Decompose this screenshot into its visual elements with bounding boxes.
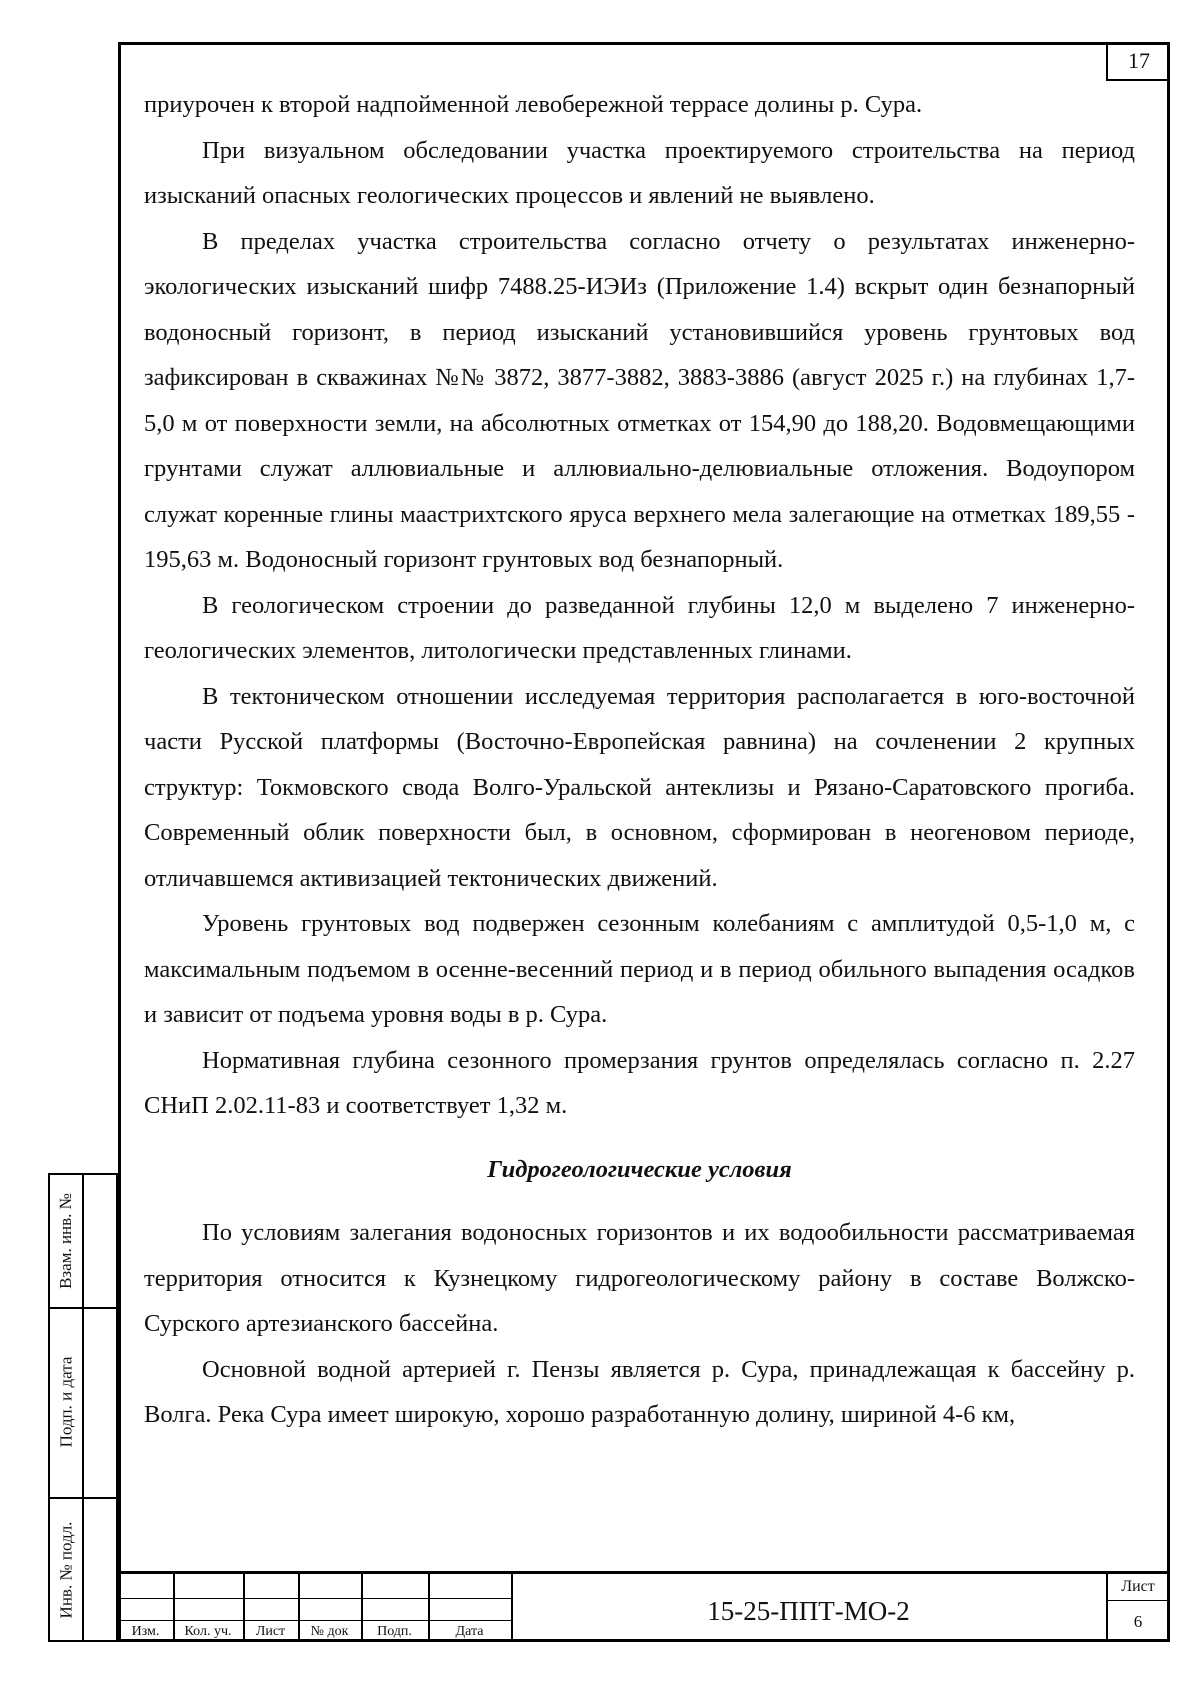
paragraph-9: Основной водной артерией г. Пензы является р. Сура, принадлежащая к бассейну р. Волга. Река Сура имеет широкую, хорошо разработанную долину, шириной 4-6 км, xyxy=(144,1355,1135,1428)
paragraph-4: В геологическом строении до разведанной глубины 12,0 м выделено 7 инженерно-геологических элементов, литологически представленных глинами. xyxy=(144,591,1135,664)
col-izm: Изм. xyxy=(131,1624,160,1639)
document-code: 15-25-ППТ-МО-2 xyxy=(707,1596,910,1626)
col-list: Лист xyxy=(255,1624,286,1639)
stamp-podp-label: Подп. и дата xyxy=(56,1356,76,1448)
col-no-dok: № док xyxy=(310,1624,349,1639)
document-body xyxy=(144,82,1135,1438)
paragraph-2: При визуальном обследовании участка проектируемого строительства на период изысканий опасных геологических процессов и явлений не выявлено. xyxy=(144,136,1135,209)
side-stamp xyxy=(48,1173,118,1642)
paragraph-7: Нормативная глубина сезонного промерзания грунтов определялась согласно п. 2.27 СНиП 2.02.11-83 и соответствует 1,32 м. xyxy=(144,1046,1135,1119)
col-podp: Подп. xyxy=(377,1624,412,1639)
stamp-vzam-label: Взам. инв. № xyxy=(56,1193,75,1289)
stamp-inv-label: Инв. № подл. xyxy=(56,1521,75,1618)
col-kol-uch: Кол. уч. xyxy=(184,1624,232,1639)
page-number: 17 xyxy=(1106,42,1170,81)
paragraph-5: В тектоническом отношении исследуемая территория располагается в юго-восточной части Русской платформы (Восточно-Европейская равнина) на сочленении 2 крупных структур: Токмовского свода Волго-Уральской антеклизы и Рязано-Саратовского прогиба. Современный облик поверхности был, в основном, сформирован в неогеновом периоде, отличавшемся активизацией тектонических движений. xyxy=(144,682,1135,892)
sheet-number: 6 xyxy=(1133,1612,1143,1631)
col-data: Дата xyxy=(455,1624,484,1639)
paragraph-1: приурочен к второй надпойменной левобережной террасе долины р. Сура. xyxy=(144,91,923,118)
paragraph-3: В пределах участка строительства согласно отчету о результатах инженерно-экологических изысканий шифр 7488.25-ИЭИз (Приложение 1.4) вскрыт один безнапорный водоносный горизонт, в период изысканий установившийся уровень грунтовых вод зафиксирован в скважинах №№ 3872, 3877-3882, 3883-3886 (август 2025 г.) на глубинах 1,7-5,0 м от поверхности земли, на абсолютных отметках от 154,90 до 188,20. Водовмещающими грунтами служат аллювиальные и аллювиально-делювиальные отложения. Водоупором служат коренные глины маастрихтского яруса верхнего мела залегающие на отметках 189,55 - 195,63 м. Водоносный горизонт грунтовых вод безнапорный. xyxy=(144,227,1135,573)
sheet-label: Лист xyxy=(1121,1578,1155,1595)
paragraph-6: Уровень грунтовых вод подвержен сезонным колебаниям с амплитудой 0,5-1,0 м, с максимальным подъемом в осенне-весенний период и в период обильного выпадения осадков и зависит от подъема уровня воды в р. Сура. xyxy=(144,910,1135,1028)
paragraph-8: По условиям залегания водоносных горизонтов и их водообильности рассматриваемая территория относится к Кузнецкому гидрогеологическому району в составе Волжско-Сурского артезианского бассейна. xyxy=(144,1219,1135,1337)
title-block xyxy=(118,1571,1170,1642)
section-heading: Гидрогеологические условия xyxy=(487,1155,792,1183)
